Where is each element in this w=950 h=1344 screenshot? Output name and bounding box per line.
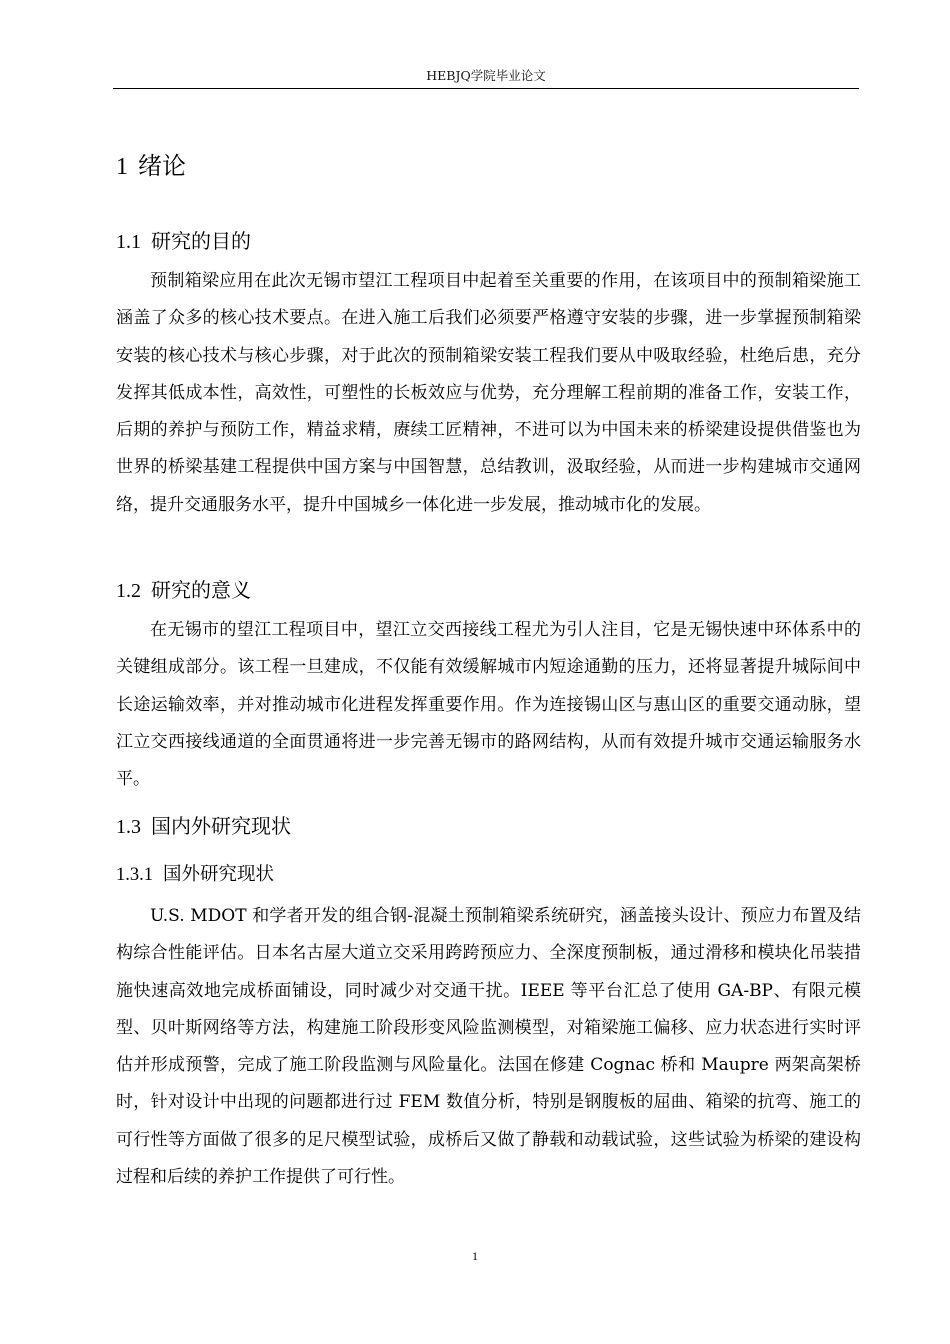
section-number: 1.1 bbox=[116, 231, 141, 253]
page-number: 1 bbox=[472, 1249, 478, 1263]
chapter-title: 绪论 bbox=[138, 152, 186, 180]
section-title: 国内外研究现状 bbox=[151, 814, 291, 838]
paragraph-foreign-research: U.S. MDOT 和学者开发的组合钢-混凝土预制箱梁系统研究，涵盖接头设计、预应力布置及结构综合性能评估。日本名古屋大道立交采用跨跨预应力、全深度预制板，通过滑移和模块化吊装措施快速高效地完成桥面铺设，同时减少对交通干扰。IEEE 等平台汇总了使用 GA-BP、有限元模型、贝叶斯网络等方法，构建施工阶段形变风险监测模型，对箱梁施工偏移、应力状态进行实时评估并形成预警，完成了施工阶段监测与风险量化。法国在修建 Cognac 桥和 Maupre 两架高架桥时，针对设计中出现的问题都进行过 FEM 数值分析，特别是钢腹板的屈曲、箱梁的抗弯、施工的可行性等方面做了很多的足尺模型试验，成桥后又做了静载和动载试验，这些试验为桥梁的建设构过程和后续的养护工作提供了可行性。 bbox=[116, 906, 861, 1188]
subsection-number: 1.3.1 bbox=[116, 865, 153, 885]
section-heading-1-1 bbox=[116, 225, 251, 254]
chapter-number: 1 bbox=[116, 154, 128, 180]
section-heading-1-3 bbox=[116, 810, 291, 839]
section-title: 研究的目的 bbox=[151, 229, 251, 253]
paragraph-purpose: 预制箱梁应用在此次无锡市望江工程项目中起着至关重要的作用，在该项目中的预制箱梁施工涵盖了众多的核心技术要点。在进入施工后我们必须要严格遵守安装的步骤，进一步掌握预制箱梁安装的核心技术与核心步骤，对于此次的预制箱梁安装工程我们要从中吸取经验，杜绝后患，充分发挥其低成本性，高效性，可塑性的长板效应与优势，充分理解工程前期的准备工作，安装工作，后期的养护与预防工作，精益求精，赓续工匠精神，不进可以为中国未来的桥梁建设提供借鉴也为世界的桥梁基建工程提供中国方案与中国智慧，总结教训，汲取经验，从而进一步构建城市交通网络，提升交通服务水平，提升中国城乡一体化进一步发展，推动城市化的发展。 bbox=[116, 271, 861, 515]
subsection-title: 国外研究现状 bbox=[163, 864, 275, 885]
page-header: HEBJQ学院毕业论文 bbox=[426, 68, 546, 83]
section-number: 1.2 bbox=[116, 580, 141, 602]
section-number: 1.3 bbox=[116, 816, 141, 838]
section-title: 研究的意义 bbox=[151, 578, 251, 602]
subsection-heading-1-3-1 bbox=[116, 860, 274, 886]
chapter-heading bbox=[116, 146, 186, 181]
header-rule bbox=[113, 88, 859, 89]
section-heading-1-2 bbox=[116, 574, 251, 603]
paragraph-significance: 在无锡市的望江工程项目中，望江立交西接线工程尤为引人注目，它是无锡快速中环体系中的关键组成部分。该工程一旦建成，不仅能有效缓解城市内短途通勤的压力，还将显著提升城际间中长途运输效率，并对推动城市化进程发挥重要作用。作为连接锡山区与惠山区的重要交通动脉，望江立交西接线通道的全面贯通将进一步完善无锡市的路网结构，从而有效提升城市交通运输服务水平。 bbox=[116, 620, 861, 790]
